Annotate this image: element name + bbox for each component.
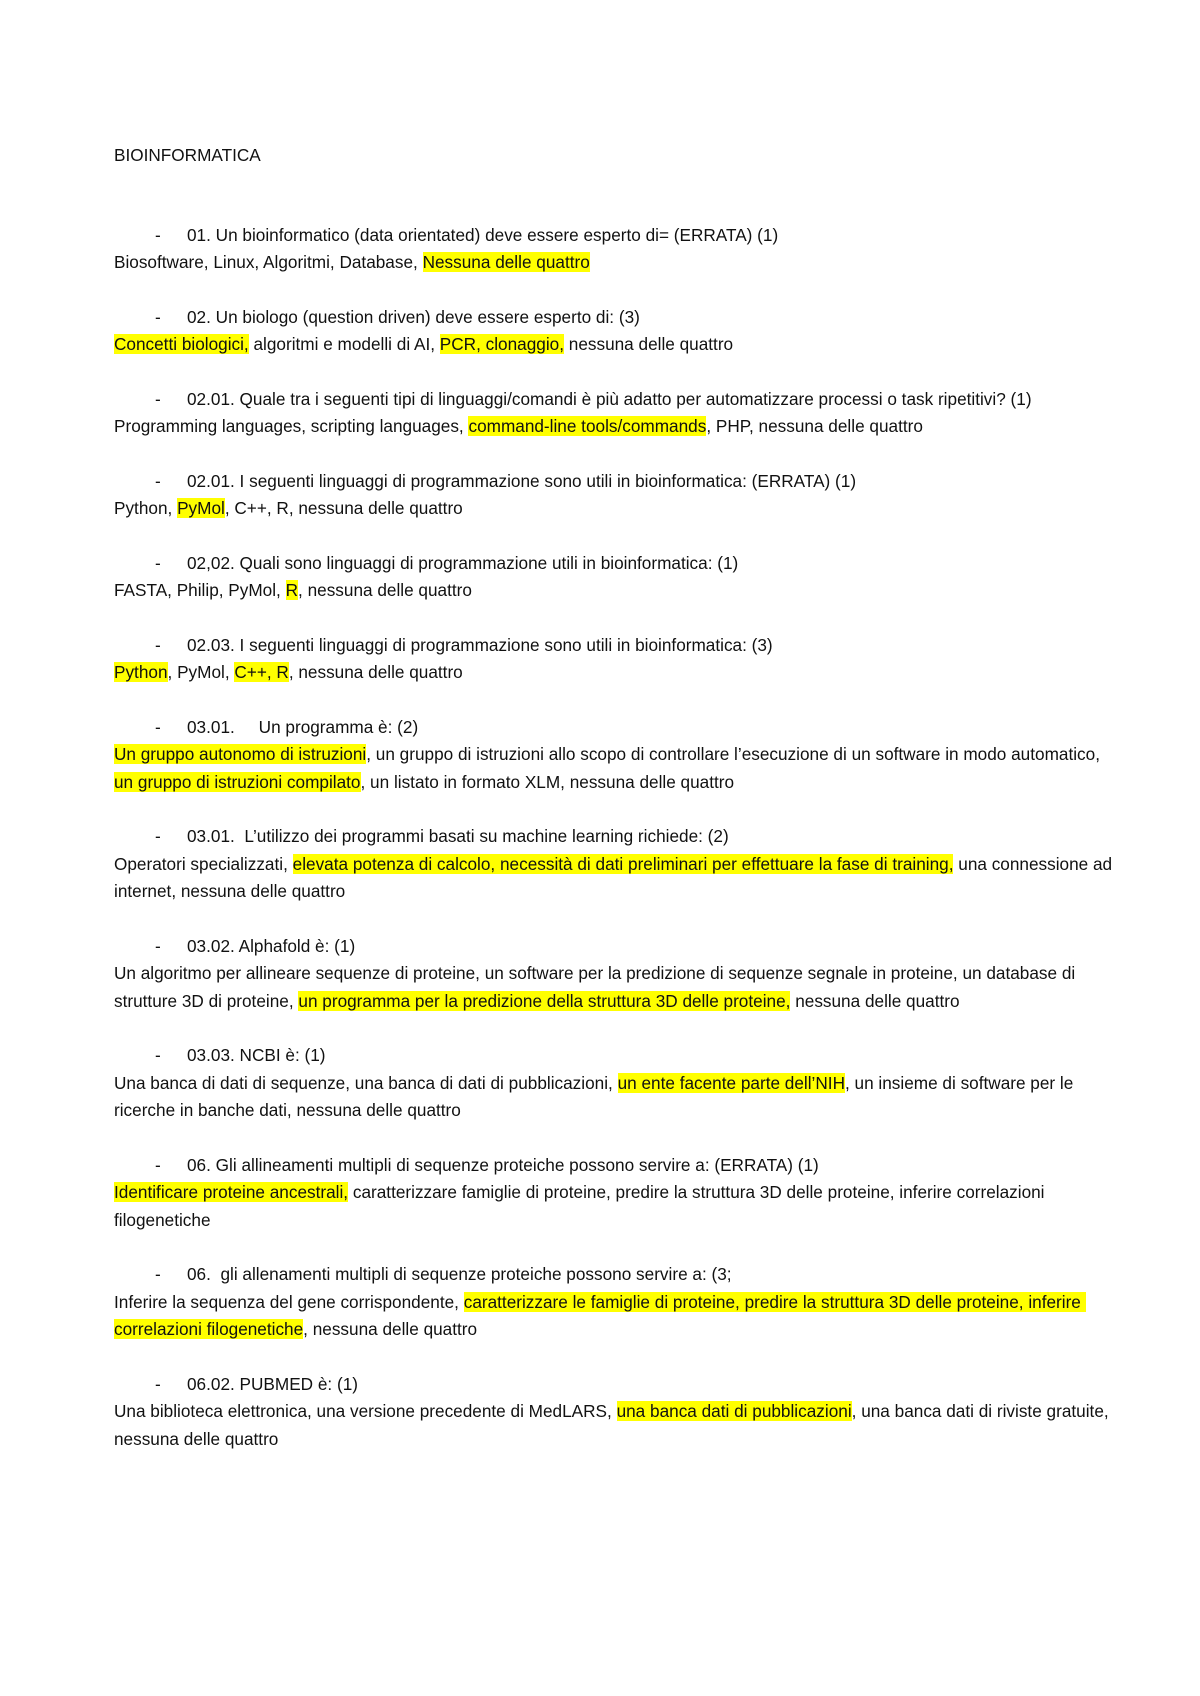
bullet-dash: - [155, 1264, 161, 1284]
answer-options [114, 659, 1114, 687]
document-title: BIOINFORMATICA [114, 145, 261, 165]
answer-text: Un algoritmo per allineare sequenze di proteine, un software per la predizione di sequenze segnale in proteine, un database di strutture 3D di proteine, [114, 963, 1080, 1011]
question-label: 02,02. Quali sono linguaggi di programmazione utili in bioinformatica: (1) [187, 552, 739, 573]
question-block [114, 1152, 1114, 1235]
bullet-dash: - [155, 306, 161, 327]
question-block [114, 468, 1114, 523]
question-text [114, 823, 1114, 851]
answer-text: Operatori specializzati, [114, 853, 293, 874]
highlighted-answer: un gruppo di istruzioni compilato [114, 771, 361, 792]
question-label: 02.01. Quale tra i seguenti tipi di linguaggi/comandi è più adatto per automatizzare processi o task ripetitivi? (1) [187, 388, 1032, 409]
question-label: 06. Gli allineamenti multipli di sequenze proteiche possono servire a: (ERRATA) (1) [187, 1154, 819, 1175]
highlighted-answer: PCR, clonaggio, [439, 334, 564, 354]
question-label: 03.03. NCBI è: (1) [187, 1045, 326, 1065]
question-block [114, 933, 1114, 1016]
answer-text: , nessuna delle quattro [298, 580, 472, 600]
question-block [114, 304, 1114, 359]
question-label: 02. Un biologo (question driven) deve essere esperto di: (3) [187, 306, 640, 327]
answer-text: , una banca dati di riviste gratuite, nessuna delle quattro [114, 1401, 1114, 1449]
answer-text: FASTA, Philip, PyMol, [114, 580, 286, 600]
highlighted-answer: Un gruppo autonomo di istruzioni [114, 744, 367, 764]
highlighted-answer: Concetti biologici, [114, 334, 249, 354]
answer-options [114, 331, 1114, 359]
question-label: 03.01. Un programma è: (2) [187, 716, 419, 737]
answer-text: , PyMol, [167, 662, 235, 682]
question-label: 03.01. L’utilizzo dei programmi basati su machine learning richiede: (2) [187, 826, 729, 846]
question-block [114, 632, 1114, 687]
bullet-dash: - [155, 1373, 161, 1394]
bullet-dash: - [155, 224, 161, 245]
question-block [114, 386, 1114, 441]
answer-text: Python, [114, 498, 178, 518]
question-block [114, 550, 1114, 605]
answer-options [114, 249, 1114, 277]
bullet-dash: - [155, 388, 161, 409]
highlighted-answer: un ente facente parte dell’NIH [617, 1072, 845, 1093]
question-label: 02.01. I seguenti linguaggi di programmazione sono utili in bioinformatica: (ERRATA) (1) [187, 470, 857, 491]
answer-options [114, 495, 1114, 523]
highlighted-answer: Python [114, 662, 168, 682]
answer-text: Programming languages, scripting languages, [114, 416, 469, 436]
bullet-dash: - [155, 1154, 161, 1175]
answer-text: , un listato in formato XLM, nessuna delle quattro [360, 771, 735, 792]
question-text [114, 1371, 1114, 1399]
answer-options [114, 1398, 1114, 1453]
answer-options [114, 960, 1114, 1015]
answer-text: algoritmi e modelli di AI, [248, 334, 440, 354]
highlighted-answer: Identificare proteine ancestrali, [114, 1182, 349, 1202]
question-text [114, 386, 1114, 414]
question-text [114, 1152, 1114, 1180]
question-label: 01. Un bioinformatico (data orientated) deve essere esperto di= (ERRATA) (1) [187, 224, 779, 245]
answer-text: Una biblioteca elettronica, una versione precedente di MedLARS, [114, 1401, 617, 1421]
question-label: 06. gli allenamenti multipli di sequenze proteiche possono servire a: (3; [187, 1264, 732, 1284]
answer-options [114, 413, 1114, 441]
answer-options [114, 741, 1114, 796]
highlighted-answer: command-line tools/commands [468, 416, 707, 436]
question-text [114, 468, 1114, 496]
answer-text: , nessuna delle quattro [288, 662, 463, 682]
answer-text: , PHP, nessuna delle quattro [706, 416, 923, 436]
answer-text: , C++, R, nessuna delle quattro [224, 498, 463, 518]
answer-text: , un gruppo di istruzioni allo scopo di controllare l’esecuzione di un software in modo automatico, [366, 744, 1105, 764]
highlighted-answer: R [285, 580, 299, 600]
question-label: 06.02. PUBMED è: (1) [187, 1373, 358, 1394]
question-block [114, 1261, 1114, 1344]
answer-text: nessuna delle quattro [563, 334, 734, 354]
bullet-dash: - [155, 634, 161, 655]
question-text [114, 1261, 1114, 1289]
question-text [114, 632, 1114, 660]
highlighted-answer: C++, R [234, 662, 289, 682]
answer-text: , nessuna delle quattro [303, 1319, 478, 1339]
question-text [114, 1042, 1114, 1070]
question-block [114, 1371, 1114, 1454]
answer-text: una connessione ad internet, nessuna delle quattro [114, 853, 1117, 901]
highlighted-answer: una banca dati di pubblicazioni [616, 1401, 852, 1421]
question-block [114, 1042, 1114, 1125]
question-label: 02.03. I seguenti linguaggi di programmazione sono utili in bioinformatica: (3) [187, 634, 773, 655]
bullet-dash: - [155, 716, 161, 737]
highlighted-answer: PyMol [177, 498, 225, 518]
answer-options [114, 577, 1114, 605]
answer-text: , un insieme di software per le ricerche in banche dati, nessuna delle quattro [114, 1072, 1079, 1120]
answer-text: Biosoftware, Linux, Algoritmi, Database, [114, 252, 423, 272]
bullet-dash: - [155, 935, 161, 956]
question-block [114, 714, 1114, 797]
answer-text: Inferire la sequenza del gene corrispondente, [114, 1291, 464, 1312]
question-block [114, 222, 1114, 277]
highlighted-answer: Nessuna delle quattro [422, 252, 590, 272]
bullet-dash: - [155, 826, 161, 846]
answer-text: nessuna delle quattro [790, 990, 960, 1011]
highlighted-answer: elevata potenza di calcolo, necessità di dati preliminari per effettuare la fase di training, [292, 853, 954, 874]
question-block [114, 823, 1117, 906]
document-page [114, 142, 1117, 1480]
answer-options [114, 1179, 1114, 1234]
question-text [114, 304, 1114, 332]
answer-options [114, 1289, 1114, 1344]
answer-options [114, 851, 1117, 906]
question-text [114, 933, 1114, 961]
question-text [114, 550, 1114, 578]
bullet-dash: - [155, 470, 161, 491]
answer-options [114, 1070, 1114, 1125]
question-text [114, 222, 1114, 250]
bullet-dash: - [155, 1045, 161, 1065]
highlighted-answer: caratterizzare le famiglie di proteine, predire la struttura 3D delle proteine, inferire correlazioni filogenetiche [114, 1291, 1086, 1339]
bullet-dash: - [155, 552, 161, 573]
answer-text: caratterizzare famiglie di proteine, predire la struttura 3D delle proteine, inferire correlazioni filogenetiche [114, 1182, 1050, 1230]
question-list [114, 222, 1117, 1454]
answer-text: Una banca di dati di sequenze, una banca di dati di pubblicazioni, [114, 1072, 618, 1093]
highlighted-answer: un programma per la predizione della struttura 3D delle proteine, [298, 990, 791, 1011]
question-label: 03.02. Alphafold è: (1) [187, 935, 356, 956]
question-text [114, 714, 1114, 742]
